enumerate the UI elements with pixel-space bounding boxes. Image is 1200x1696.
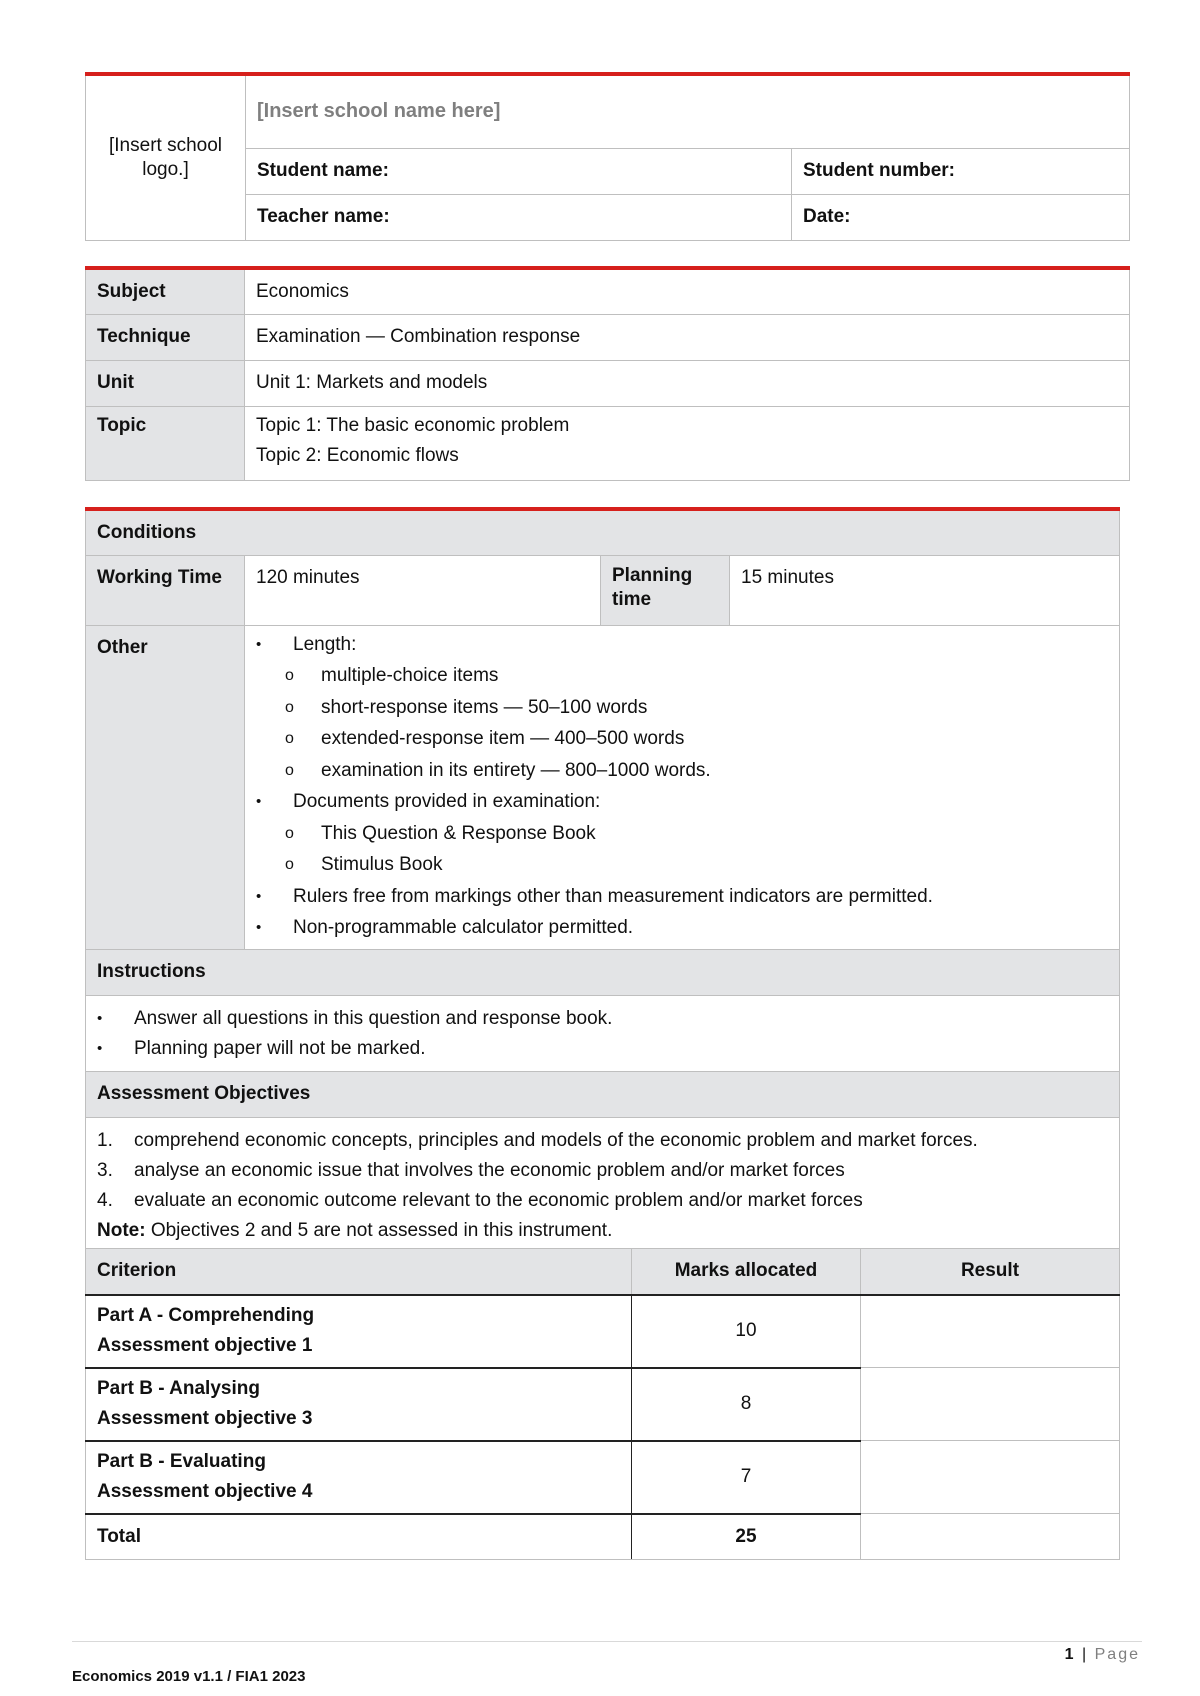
school-logo-placeholder: [Insert school logo.]	[86, 74, 246, 240]
criterion-cell	[86, 1441, 632, 1514]
instructions-list	[97, 1004, 1108, 1064]
page-indicator	[1065, 1646, 1140, 1664]
teacher-name-label: Teacher name:	[257, 206, 390, 227]
planning-time-label: Planning time	[601, 555, 730, 625]
length-label: Length:	[293, 633, 357, 655]
unit-value: Unit 1: Markets and models	[245, 360, 1130, 406]
student-number-field[interactable]	[792, 148, 1130, 194]
criterion-name: Part B - Evaluating	[97, 1451, 266, 1472]
criterion-name: Part A - Comprehending	[97, 1305, 315, 1326]
footer-divider	[72, 1641, 1142, 1642]
list-item: • Rulers free from markings other than measurement indicators are permitted.	[245, 881, 1119, 913]
objective-text: comprehend economic concepts, principles and models of the economic problem and market forces.	[134, 1129, 978, 1151]
planning-time-value: 15 minutes	[730, 555, 1120, 625]
total-marks: 25	[632, 1514, 861, 1560]
criterion-objective: Assessment objective 3	[97, 1408, 313, 1429]
list-item: • Planning paper will not be marked.	[97, 1034, 1108, 1064]
teacher-name-field[interactable]	[246, 194, 792, 240]
list-item: o multiple-choice items	[273, 660, 1119, 692]
length-sublist	[273, 660, 1119, 786]
instructions-heading: Instructions	[86, 949, 1120, 995]
documents-label: Documents provided in examination:	[293, 791, 601, 812]
objective-number: 4.	[97, 1189, 113, 1211]
subject-info-table	[85, 266, 1130, 481]
marks-cell: 10	[632, 1295, 861, 1368]
date-label: Date:	[803, 206, 851, 227]
total-result-cell[interactable]	[861, 1514, 1120, 1560]
objective-text: evaluate an economic outcome relevant to the economic problem and/or market forces	[134, 1189, 863, 1211]
objective-number: 3.	[97, 1159, 113, 1181]
criterion-cell	[86, 1368, 632, 1441]
list-item: o short-response items — 50–100 words	[273, 692, 1119, 724]
other-conditions	[245, 625, 1120, 949]
student-name-label: Student name:	[257, 160, 389, 181]
other-label: Other	[86, 625, 245, 949]
page-separator: |	[1082, 1646, 1089, 1663]
list-item	[245, 629, 1119, 787]
unit-label: Unit	[86, 360, 245, 406]
marks-cell: 8	[632, 1368, 861, 1441]
document-reference: Economics 2019 v1.1 / FIA1 2023	[72, 1668, 306, 1685]
list-item: o examination in its entirety — 800–1000 words.	[273, 755, 1119, 787]
objectives-note	[97, 1216, 1108, 1246]
documents-sublist	[273, 818, 1119, 881]
technique-value: Examination — Combination response	[245, 314, 1130, 360]
criterion-cell	[86, 1295, 632, 1368]
list-item	[97, 1186, 1108, 1216]
list-item	[245, 786, 1119, 881]
subject-label: Subject	[86, 268, 245, 314]
criterion-header: Criterion	[86, 1249, 632, 1295]
list-item: o This Question & Response Book	[273, 818, 1119, 850]
working-time-label: Working Time	[86, 555, 245, 625]
objective-text: analyse an economic issue that involves the economic problem and/or market forces	[134, 1159, 845, 1181]
result-cell[interactable]	[861, 1368, 1120, 1441]
instructions-body	[86, 995, 1120, 1071]
assessment-objectives-heading: Assessment Objectives	[86, 1071, 1120, 1117]
list-item: o Stimulus Book	[273, 849, 1119, 881]
criterion-objective: Assessment objective 4	[97, 1481, 313, 1502]
topic-item: Topic 2: Economic flows	[256, 444, 459, 466]
topic-label: Topic	[86, 406, 245, 480]
conditions-table	[85, 507, 1120, 1253]
technique-label: Technique	[86, 314, 245, 360]
topic-item: Topic 1: The basic economic problem	[256, 414, 570, 436]
marks-allocated-header: Marks allocated	[632, 1249, 861, 1295]
topic-values	[245, 406, 1130, 480]
list-item: • Non-programmable calculator permitted.	[245, 912, 1119, 944]
page-number: 1	[1064, 1646, 1076, 1663]
objectives-list	[97, 1126, 1108, 1216]
student-name-field[interactable]	[246, 148, 792, 194]
page-word: Page	[1094, 1646, 1140, 1663]
criteria-table	[85, 1248, 1120, 1560]
result-cell[interactable]	[861, 1295, 1120, 1368]
list-item: • Answer all questions in this question and response book.	[97, 1004, 1108, 1034]
note-text: Objectives 2 and 5 are not assessed in this instrument.	[145, 1219, 613, 1241]
list-item: o extended-response item — 400–500 words	[273, 723, 1119, 755]
result-header: Result	[861, 1249, 1120, 1295]
list-item	[97, 1126, 1108, 1156]
working-time-value: 120 minutes	[245, 555, 601, 625]
conditions-heading: Conditions	[86, 509, 1120, 555]
result-cell[interactable]	[861, 1441, 1120, 1514]
criterion-objective: Assessment objective 1	[97, 1335, 313, 1356]
note-label: Note:	[97, 1219, 146, 1241]
total-label: Total	[86, 1514, 632, 1560]
other-conditions-list	[245, 629, 1119, 944]
assessment-objectives-body	[86, 1117, 1120, 1252]
date-field[interactable]	[792, 194, 1130, 240]
criterion-name: Part B - Analysing	[97, 1378, 260, 1399]
subject-value: Economics	[245, 268, 1130, 314]
objective-number: 1.	[97, 1129, 113, 1151]
student-number-label: Student number:	[803, 160, 955, 181]
list-item	[97, 1156, 1108, 1186]
school-name: [Insert school name here]	[246, 74, 1130, 148]
school-header-table	[85, 72, 1130, 241]
marks-cell: 7	[632, 1441, 861, 1514]
